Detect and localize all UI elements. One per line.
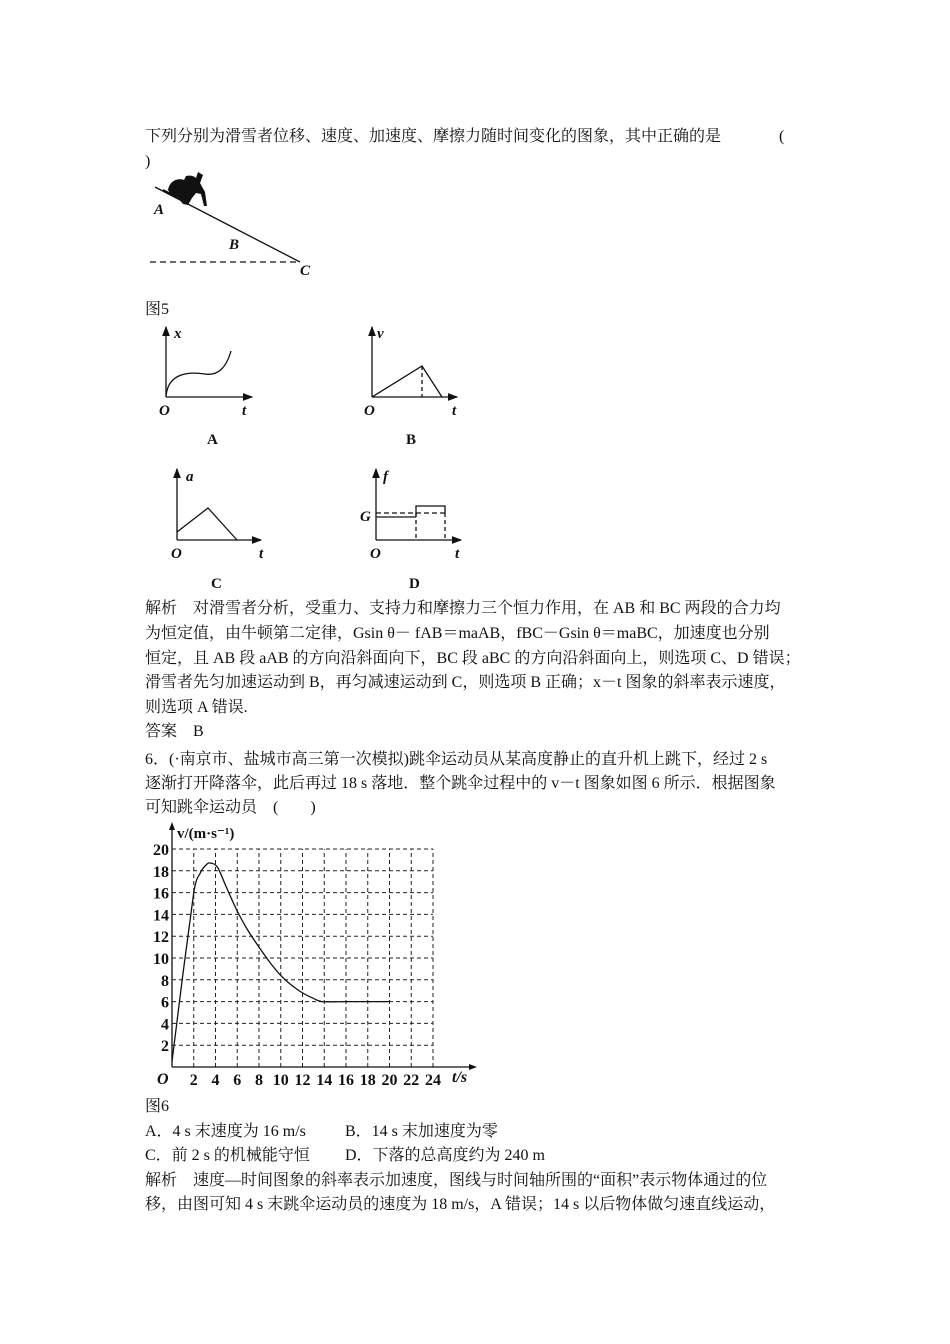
x-tick-label: 24	[425, 1072, 441, 1089]
analysis5-line-3: 恒定，且 AB 段 aAB 的方向沿斜面向下，BC 段 aBC 的方向沿斜面向上，则选项 C、D 错误；	[145, 650, 801, 667]
graph-a-y-label: x	[174, 326, 182, 342]
y-axis-arrow-icon	[169, 822, 175, 830]
graph-b-origin: O	[364, 403, 375, 419]
analysis5-line-1: 解析 对滑雪者分析，受重力、支持力和摩擦力三个恒力作用，在 AB 和 BC 两段的合力均	[145, 600, 781, 617]
question6-line-1: 6．(·南京市、盐城市高三第一次模拟)跳伞运动员从某高度静止的直升机上跳下，经过 2 s	[145, 751, 768, 768]
analysis5-line-5: 则选项 A 错误.	[145, 699, 248, 716]
x-tick-label: 16	[338, 1072, 354, 1089]
question6-line-2: 逐渐打开降落伞，此后再过 18 s 落地．整个跳伞过程中的 v－t 图象如图 6 所示．根据图象	[145, 775, 776, 792]
x-tick-label: 8	[255, 1072, 263, 1089]
answer-paren-open: (	[779, 128, 785, 145]
graph-b-line	[372, 366, 442, 397]
x-tick-label: 6	[233, 1072, 242, 1089]
x-tick-label: 20	[381, 1072, 398, 1089]
y-tick-label: 2	[161, 1038, 169, 1056]
graph-c-x-label: t	[259, 546, 264, 562]
question5-line-1: 下列分别为滑雪者位移、速度、加速度、摩擦力随时间变化的图象，其中正确的是	[145, 128, 722, 145]
graph-c-y-label: a	[186, 469, 194, 485]
y-tick-label: 20	[153, 842, 169, 859]
analysis5-line-4: 滑雪者先匀加速运动到 B，再匀减速运动到 C，则选项 B 正确；x－t 图象的斜率表示速度，	[145, 674, 786, 691]
graph-b-x-label: t	[452, 403, 457, 419]
chart-x-label: t/s	[452, 1069, 468, 1086]
vt-chart	[145, 820, 485, 1090]
graph-a-option-label: A	[207, 432, 218, 448]
point-a-label: A	[154, 202, 165, 218]
x-tick-label: 12	[294, 1072, 311, 1089]
x-tick-label: 4	[211, 1072, 220, 1089]
chart-y-label: v/(m·s⁻¹)	[177, 826, 235, 842]
x-axis-arrow-icon	[469, 1064, 477, 1070]
graph-d-origin: O	[370, 546, 381, 562]
answer5: 答案 B	[145, 723, 204, 740]
graph-a-x-label: t	[242, 403, 247, 419]
graph-d-x-label: t	[455, 546, 460, 562]
x-tick-label: 18	[359, 1072, 376, 1089]
x-tick-label: 22	[403, 1072, 420, 1089]
y-tick-label: 14	[153, 907, 169, 925]
figure5-caption: 图5	[145, 301, 170, 318]
graph-d-y-label: f	[383, 469, 388, 485]
graph-d-level-label: G	[360, 509, 371, 525]
chart-origin-label: O	[157, 1071, 169, 1088]
figure6-caption: 图6	[145, 1098, 170, 1115]
point-b-label: B	[229, 237, 240, 253]
analysis5-line-2: 为恒定值，由牛顿第二定律，Gsin θ－ fAB＝maAB，fBC－Gsin θ＝maBC，加速度也分别	[145, 625, 770, 642]
question6-line-3: 可知跳伞运动员 ( )	[145, 799, 316, 816]
option-c: C．前 2 s 的机械能守恒	[145, 1147, 310, 1164]
graph-b-y-label: v	[377, 326, 384, 342]
option-d: D．下落的总高度约为 240 m	[345, 1147, 546, 1164]
graph-b-option-label: B	[406, 432, 417, 448]
option-b: B．14 s 末加速度为零	[345, 1123, 498, 1140]
y-tick-label: 10	[153, 951, 169, 968]
question5-line-2: )	[145, 153, 151, 170]
graph-c-origin: O	[171, 546, 182, 562]
y-tick-label: 4	[161, 1016, 169, 1034]
option-a: A．4 s 末速度为 16 m/s	[145, 1123, 306, 1140]
point-c-label: C	[300, 263, 311, 279]
x-tick-label: 10	[272, 1072, 289, 1089]
y-tick-label: 16	[153, 885, 169, 903]
option-graphs	[0, 0, 950, 600]
graph-c-line	[177, 508, 237, 540]
x-tick-label: 2	[189, 1072, 198, 1089]
graph-a-curve	[166, 351, 231, 396]
analysis6-line-1: 解析 速度—时间图象的斜率表示加速度，图线与时间轴所围的“面积”表示物体通过的位	[145, 1172, 768, 1189]
y-tick-label: 8	[161, 972, 169, 990]
y-tick-label: 12	[153, 929, 169, 947]
y-tick-label: 18	[153, 863, 169, 881]
x-tick-label: 14	[316, 1072, 333, 1089]
graph-c-option-label: C	[211, 576, 222, 592]
analysis6-line-2: 移，由图可知 4 s 末跳伞运动员的速度为 18 m/s，A 错误；14 s 以后物体做匀速直线运动，	[145, 1196, 776, 1213]
graph-d-option-label: D	[409, 576, 420, 592]
chart-grid	[172, 849, 433, 1067]
y-tick-label: 6	[161, 994, 169, 1012]
graph-a-origin: O	[159, 403, 170, 419]
